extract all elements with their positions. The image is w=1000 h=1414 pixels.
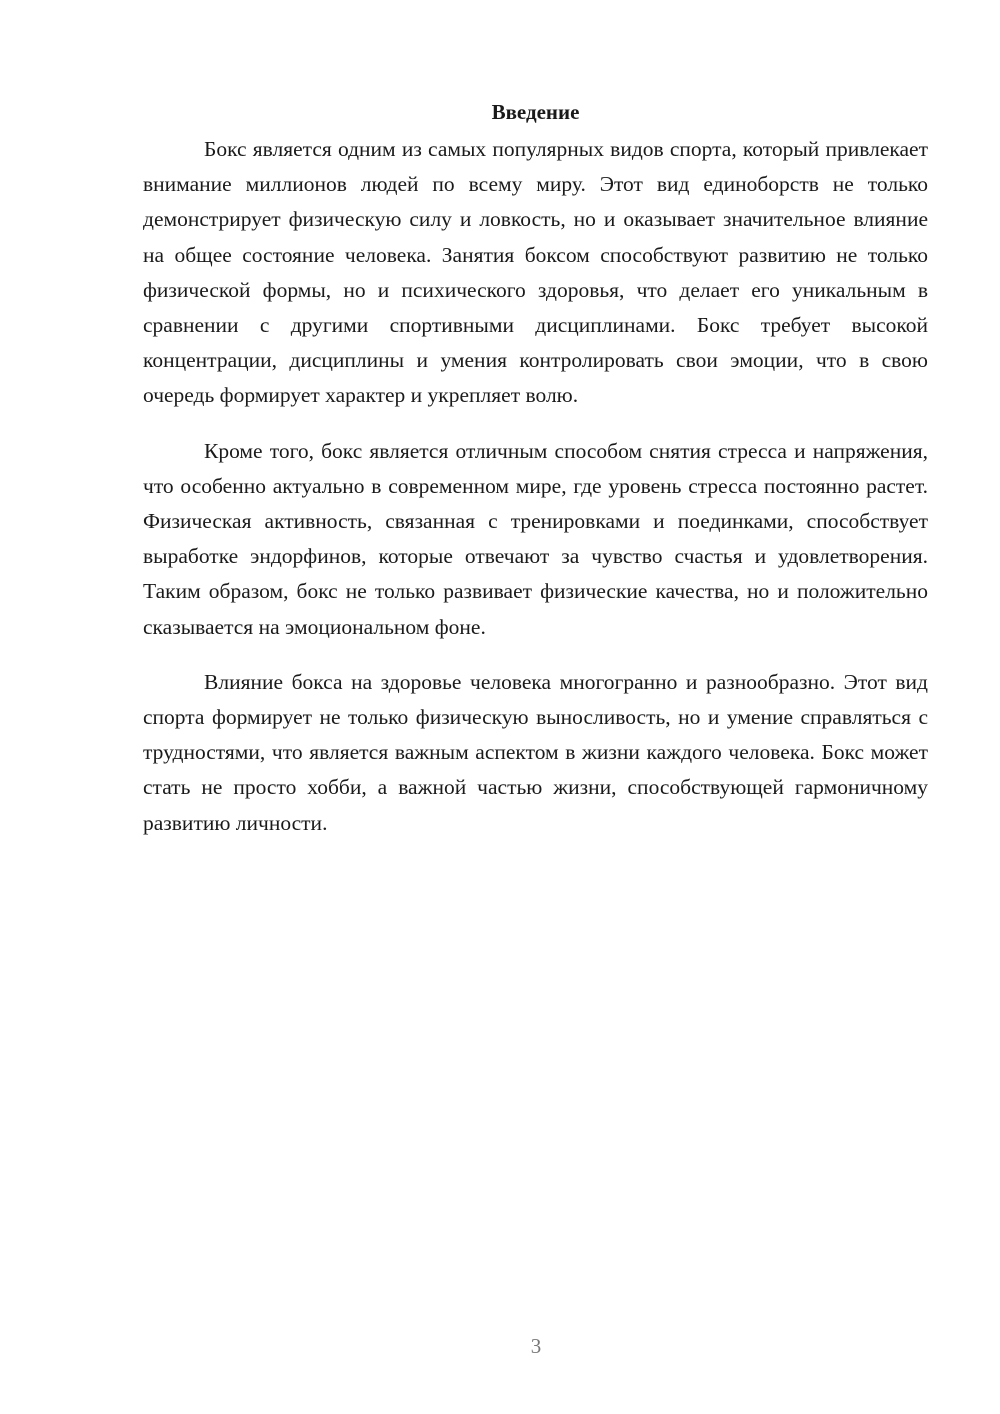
page-heading: Введение	[491, 100, 580, 124]
paragraph-1: Бокс является одним из самых популярных видов спорта, который привлекает внимание миллионов людей по всему миру. Этот вид единоборств не только демонстрирует физическую силу и ловкость, но и оказывает значительное влияние на общее состояние человека. Занятия боксом способствуют развитию не только физической формы, но и психического здоровья, что делает его уникальным в сравнении с другими спортивными дисциплинами. Бокс требует высокой концентрации, дисциплины и умения контролировать свои эмоции, что в свою очередь формирует характер и укрепляет волю.	[143, 137, 928, 408]
paragraph-3: Влияние бокса на здоровье человека многогранно и разнообразно. Этот вид спорта формирует не только физическую выносливость, но и умение справляться с трудностями, что является важным аспектом в жизни каждого человека. Бокс может стать не просто хобби, а важной частью жизни, способствующей гармоничному развитию личности.	[143, 669, 928, 835]
page-number: 3	[530, 1334, 542, 1358]
paragraph-2: Кроме того, бокс является отличным способом снятия стресса и напряжения, что особенно актуально в современном мире, где уровень стресса постоянно растет. Физическая активность, связанная с тренировками и поединками, способствует выработке эндорфинов, которые отвечают за чувство счастья и удовлетворения. Таким образом, бокс не только развивает физические качества, но и положительно сказывается на эмоциональном фоне.	[143, 438, 928, 639]
page-content	[143, 96, 928, 861]
